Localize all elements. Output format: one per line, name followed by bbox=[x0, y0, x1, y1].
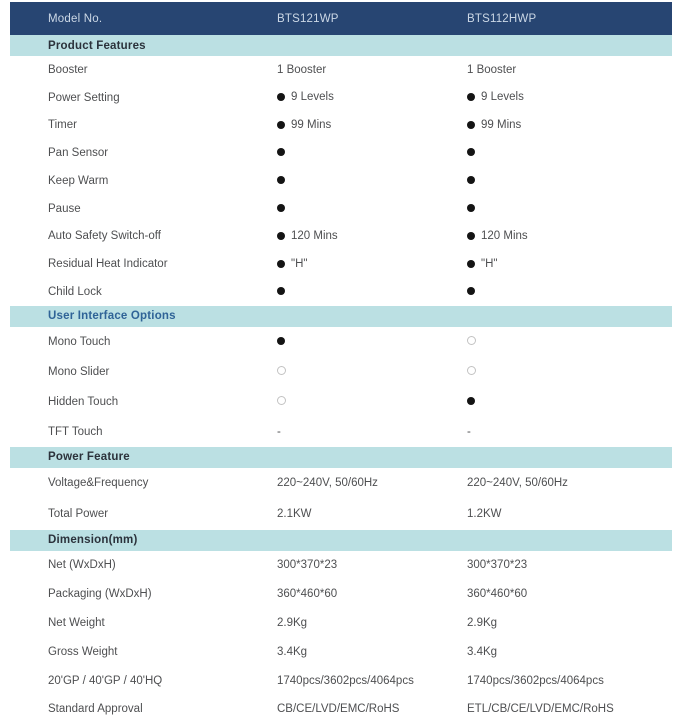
spec-row-hidden-touch bbox=[10, 387, 672, 417]
value-cell-col2 bbox=[467, 175, 672, 187]
spec-comparison-table bbox=[10, 2, 672, 724]
cell-text: 1740pcs/3602pcs/4064pcs bbox=[277, 674, 414, 687]
cell-text: 2.9Kg bbox=[467, 616, 498, 629]
spec-row-voltage-frequency bbox=[10, 468, 672, 499]
filled-dot-icon bbox=[277, 93, 285, 101]
value-cell-col1 bbox=[277, 175, 467, 187]
empty-dot-icon bbox=[277, 366, 286, 375]
section-title: Power Feature bbox=[48, 451, 130, 464]
spec-row-mono-slider bbox=[10, 357, 672, 387]
section-title: Dimension(mm) bbox=[48, 534, 138, 547]
section-header-product-features bbox=[10, 35, 672, 56]
value-cell-col1 bbox=[277, 258, 467, 271]
cell-text: 1 Booster bbox=[467, 63, 517, 76]
model-header-row bbox=[10, 2, 672, 35]
value-cell-col2 bbox=[467, 203, 672, 215]
row-label: Mono Touch bbox=[48, 335, 111, 348]
spec-row-net-weight bbox=[10, 609, 672, 638]
spec-row-power-setting bbox=[10, 84, 672, 112]
filled-dot-icon bbox=[467, 93, 475, 101]
row-label: Keep Warm bbox=[48, 174, 109, 187]
spec-row-auto-safety-switch-off bbox=[10, 223, 672, 251]
value-cell-col2 bbox=[467, 675, 672, 687]
spec-row-total-power bbox=[10, 499, 672, 530]
cell-text: 9 Levels bbox=[291, 91, 334, 104]
row-label: Booster bbox=[48, 63, 88, 76]
section-rows-product-features bbox=[10, 56, 672, 306]
cell-text: 300*370*23 bbox=[467, 559, 528, 572]
filled-dot-icon bbox=[467, 148, 475, 156]
row-label: 20'GP / 40'GP / 40'HQ bbox=[48, 674, 163, 687]
row-label: Auto Safety Switch-off bbox=[48, 230, 161, 243]
spec-row-tft-touch bbox=[10, 417, 672, 447]
row-label: Residual Heat Indicator bbox=[48, 258, 168, 271]
spec-row-packaging-wxdxh bbox=[10, 580, 672, 609]
value-cell-col2 bbox=[467, 559, 672, 571]
value-cell-col1 bbox=[277, 426, 467, 438]
cell-text: 1 Booster bbox=[277, 63, 327, 76]
empty-dot-icon bbox=[467, 336, 476, 345]
cell-text: 1.2KW bbox=[467, 508, 502, 521]
value-cell-col2 bbox=[467, 646, 672, 658]
value-cell-col1 bbox=[277, 119, 467, 132]
filled-dot-icon bbox=[277, 121, 285, 129]
spec-row-net-wxdxh bbox=[10, 551, 672, 580]
value-cell-col1 bbox=[277, 477, 467, 489]
filled-dot-icon bbox=[277, 287, 285, 295]
value-cell-col1 bbox=[277, 675, 467, 687]
section-rows-power-feature bbox=[10, 468, 672, 530]
value-cell-col1 bbox=[277, 230, 467, 243]
value-cell-col2 bbox=[467, 64, 672, 76]
value-cell-col2 bbox=[467, 336, 672, 348]
filled-dot-icon bbox=[277, 232, 285, 240]
section-title: User Interface Options bbox=[48, 310, 176, 323]
spec-row-child-lock bbox=[10, 278, 672, 306]
spec-row-booster bbox=[10, 56, 672, 84]
value-cell-col2 bbox=[467, 396, 672, 408]
cell-text: 3.4Kg bbox=[277, 645, 308, 658]
cell-text: 220~240V, 50/60Hz bbox=[277, 477, 378, 490]
value-cell-col1 bbox=[277, 336, 467, 348]
row-label: Timer bbox=[48, 119, 77, 132]
cell-text: 9 Levels bbox=[481, 91, 524, 104]
cell-text: - bbox=[467, 425, 471, 438]
filled-dot-icon bbox=[277, 148, 285, 156]
model-no-label: Model No. bbox=[48, 12, 103, 25]
row-label: Child Lock bbox=[48, 286, 102, 298]
section-header-user-interface-options bbox=[10, 306, 672, 327]
value-cell-col2 bbox=[467, 426, 672, 438]
value-cell-col1 bbox=[277, 617, 467, 629]
value-cell-col1 bbox=[277, 203, 467, 215]
empty-dot-icon bbox=[467, 366, 476, 375]
filled-dot-icon bbox=[277, 204, 285, 212]
cell-text: CB/CE/LVD/EMC/RoHS bbox=[277, 703, 400, 716]
spec-row-keep-warm bbox=[10, 167, 672, 195]
section-title: Product Features bbox=[48, 39, 146, 52]
spec-row-standard-approval bbox=[10, 695, 672, 724]
row-label: Gross Weight bbox=[48, 645, 118, 658]
spec-row-timer bbox=[10, 112, 672, 140]
row-label: Hidden Touch bbox=[48, 395, 119, 408]
value-cell-col1 bbox=[277, 588, 467, 600]
cell-text: 2.9Kg bbox=[277, 616, 308, 629]
value-cell-col1 bbox=[277, 286, 467, 298]
cell-text: 220~240V, 50/60Hz bbox=[467, 477, 568, 490]
value-cell-col1 bbox=[277, 703, 467, 715]
row-label: Power Setting bbox=[48, 91, 120, 104]
spec-row-gross-weight bbox=[10, 637, 672, 666]
cell-text: "H" bbox=[481, 257, 498, 270]
row-label: Net (WxDxH) bbox=[48, 559, 116, 572]
value-cell-col1 bbox=[277, 559, 467, 571]
value-cell-col2 bbox=[467, 508, 672, 520]
filled-dot-icon bbox=[277, 176, 285, 184]
value-cell-col1 bbox=[277, 147, 467, 159]
value-cell-col2 bbox=[467, 91, 672, 104]
section-header-dimension-mm bbox=[10, 530, 672, 551]
spec-row-mono-touch bbox=[10, 327, 672, 357]
section-rows-dimension-mm bbox=[10, 551, 672, 724]
cell-text: 1740pcs/3602pcs/4064pcs bbox=[467, 674, 604, 687]
value-cell-col2 bbox=[467, 477, 672, 489]
value-cell-col1 bbox=[277, 91, 467, 104]
value-cell-col1 bbox=[277, 64, 467, 76]
value-cell-col1 bbox=[277, 396, 467, 408]
cell-text: 2.1KW bbox=[277, 508, 312, 521]
row-label: Pan Sensor bbox=[48, 147, 109, 160]
value-cell-col2 bbox=[467, 617, 672, 629]
filled-dot-icon bbox=[277, 260, 285, 268]
cell-text: 99 Mins bbox=[291, 118, 332, 131]
filled-dot-icon bbox=[467, 287, 475, 295]
filled-dot-icon bbox=[467, 176, 475, 184]
value-cell-col1 bbox=[277, 508, 467, 520]
model-column-2: BTS112HWP bbox=[467, 12, 537, 25]
filled-dot-icon bbox=[467, 397, 475, 405]
section-rows-user-interface-options bbox=[10, 327, 672, 447]
value-cell-col1 bbox=[277, 366, 467, 378]
row-label: Standard Approval bbox=[48, 703, 143, 716]
row-label: Voltage&Frequency bbox=[48, 477, 149, 490]
row-label: Mono Slider bbox=[48, 365, 110, 378]
cell-text: 99 Mins bbox=[481, 118, 522, 131]
cell-text: "H" bbox=[291, 257, 308, 270]
cell-text: 120 Mins bbox=[291, 229, 338, 242]
spec-row-pause bbox=[10, 195, 672, 223]
spec-row-pan-sensor bbox=[10, 139, 672, 167]
spec-row-20-gp-40-gp-40-hq bbox=[10, 666, 672, 695]
value-cell-col2 bbox=[467, 230, 672, 243]
value-cell-col1 bbox=[277, 646, 467, 658]
value-cell-col2 bbox=[467, 258, 672, 271]
value-cell-col2 bbox=[467, 366, 672, 378]
cell-text: ETL/CB/CE/LVD/EMC/RoHS bbox=[467, 703, 614, 716]
filled-dot-icon bbox=[467, 260, 475, 268]
filled-dot-icon bbox=[467, 204, 475, 212]
value-cell-col2 bbox=[467, 588, 672, 600]
cell-text: 360*460*60 bbox=[467, 588, 528, 601]
row-label: Pause bbox=[48, 202, 81, 215]
filled-dot-icon bbox=[277, 337, 285, 345]
filled-dot-icon bbox=[467, 121, 475, 129]
row-label: Net Weight bbox=[48, 616, 105, 629]
row-label: TFT Touch bbox=[48, 425, 103, 438]
value-cell-col2 bbox=[467, 703, 672, 715]
value-cell-col2 bbox=[467, 119, 672, 132]
model-column-1: BTS121WP bbox=[277, 12, 339, 25]
spec-table-body bbox=[10, 35, 672, 724]
cell-text: 3.4Kg bbox=[467, 645, 498, 658]
cell-text: 120 Mins bbox=[481, 229, 528, 242]
row-label: Packaging (WxDxH) bbox=[48, 588, 152, 601]
cell-text: 360*460*60 bbox=[277, 588, 338, 601]
filled-dot-icon bbox=[467, 232, 475, 240]
section-header-power-feature bbox=[10, 447, 672, 468]
value-cell-col2 bbox=[467, 286, 672, 298]
value-cell-col2 bbox=[467, 147, 672, 159]
cell-text: - bbox=[277, 425, 281, 438]
empty-dot-icon bbox=[277, 396, 286, 405]
spec-row-residual-heat-indicator bbox=[10, 250, 672, 278]
cell-text: 300*370*23 bbox=[277, 559, 338, 572]
row-label: Total Power bbox=[48, 508, 109, 521]
